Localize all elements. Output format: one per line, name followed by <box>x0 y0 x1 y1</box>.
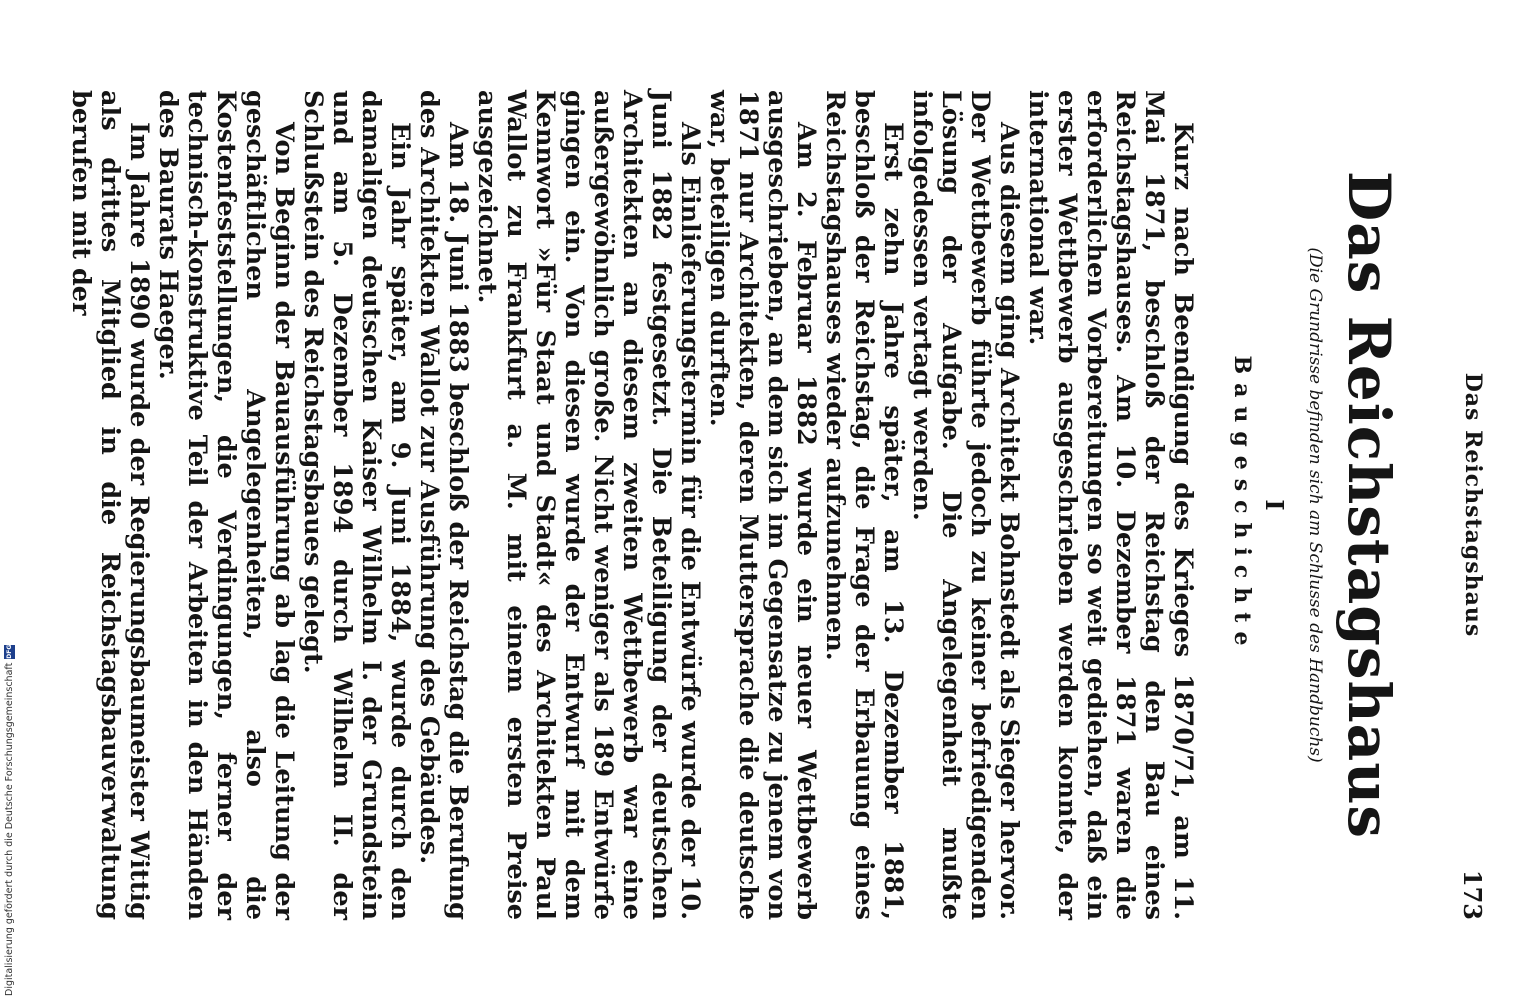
page-subtitle: (Die Grundrisse befinden sich am Schlusse des Handbuchs) <box>1305 247 1325 763</box>
digitization-note-text: Digitalisierung gefördert durch die Deutsche Forschungsgemeinschaft <box>3 662 15 996</box>
paragraph-3: Erst zehn Jahre später, am 13. Dezember 1881, beschloß der Reichstag, die Frage der Erbauung eines Reichstagshauses wieder aufzunehmen. <box>820 90 908 920</box>
body-text <box>66 90 1197 920</box>
page-title: Das Reichstagshaus <box>1335 170 1403 840</box>
paragraph-9: Im Jahre 1890 wurde der Regierungsbaumeister Wittig als drittes Mitglied in die Reichstagsbauverwaltung berufen mit der <box>66 90 154 920</box>
paragraph-2: Aus diesem ging Architekt Bohnstedt als Sieger hervor. Der Wettbewerb führte jedoch zu keiner befriedigenden Lösung der Aufgabe. Die Angelegenheit mußte infolgedessen vertagt werden. <box>907 90 1024 920</box>
paragraph-4: Am 2. Februar 1882 wurde ein neuer Wettbewerb ausgeschrieben, an dem sich im Gegensatze zu jenem von 1871 nur Architekten, deren Muttersprache die deutsche war, beteiligen durften. <box>704 90 821 920</box>
running-head <box>1453 90 1493 920</box>
page-number: 173 <box>1458 869 1488 920</box>
running-head-title: Das Reichstagshaus <box>1460 372 1486 638</box>
paragraph-8: Von Beginn der Bauausführung ab lag die Leitung der geschäftlichen Angelegenheiten, also die Kostenfeststellungen, die Verdingungen, ferner der technisch-konstruktive Teil der Arbeiten in den Händen des Baurats Haeger. <box>153 90 299 920</box>
paragraph-7: Ein Jahr später, am 9. Juni 1884, wurde durch den damaligen deutschen Kaiser Wilhelm I. der Grundstein und am 5. Dezember 1894 durch Wilhelm II. der Schlußstein des Reichstagsbaues gelegt. <box>298 90 415 920</box>
paragraph-1: Kurz nach Beendigung des Krieges 1870/71, am 11. Mai 1871, beschloß der Reichstag den Bau eines Reichstagshauses. Am 10. Dezember 1871 waren die erforderlichen Vorbereitungen so weit gediehen, daß ein erster Wettbewerb ausgeschrieben werden konnte, der international war. <box>1023 90 1198 920</box>
paragraph-5: Als Einlieferungstermin für die Entwürfe wurde der 10. Juni 1882 festgesetzt. Die Beteiligung der deutschen Architekten an diesem zweiten Wettbewerb war eine außergewöhnlich große. Nicht weniger als 189 Entwürfe gingen ein. Von diesen wurde der Entwurf mit dem Kennwort »Für Staat und Stadt« des Architekten Paul Wallot zu Frankfurt a. M. mit einem ersten Preise ausgezeichnet. <box>472 90 705 920</box>
section-title: Baugeschichte <box>1229 355 1255 655</box>
dfg-logo-icon: DFG <box>5 644 13 659</box>
paragraph-6: Am 18. Juni 1883 beschloß der Reichstag die Berufung des Architekten Wallot zur Ausführung des Gebäudes. <box>414 90 473 920</box>
digitization-note <box>2 596 16 996</box>
section-number: I <box>1260 499 1289 511</box>
